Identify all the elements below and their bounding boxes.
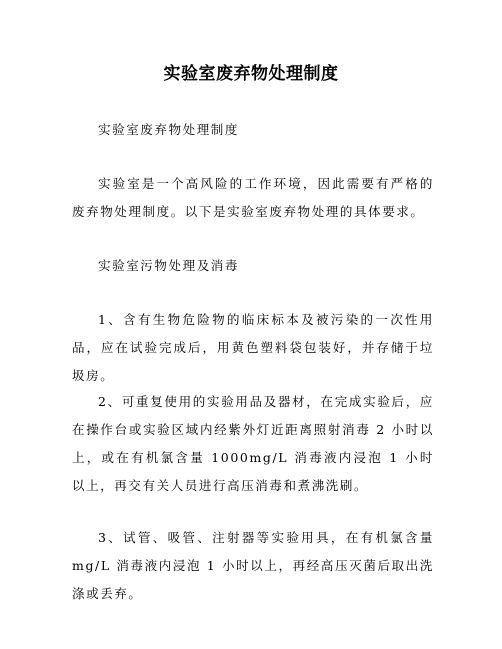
rule-item-1: 1、含有生物危险物的临床标本及被污染的一次性用品，应在试验完成后，用黄色塑料袋包装好，并存储于垃圾房。 — [72, 312, 434, 383]
subtitle-paragraph: 实验室废弃物处理制度 — [98, 122, 240, 137]
rule-item-2: 2、可重复使用的实验用品及器材，在完成实验后，应在操作台或实验区域内经紫外灯近距离照射消毒 2 小时以上，或在有机氯含量 1000mg/L 消毒液内浸泡 1 小时以上，再交有关人员进行高压消毒和煮沸洗刷。 — [72, 394, 434, 493]
intro-paragraph: 实验室是一个高风险的工作环境，因此需要有严格的废弃物处理制度。以下是实验室废弃物处理的具体要求。 — [72, 176, 434, 219]
section-heading: 实验室污物处理及消毒 — [98, 258, 240, 273]
document-title: 实验室废弃物处理制度 — [163, 64, 339, 84]
rule-item-3: 3、试管、吸管、注射器等实验用具，在有机氯含量 mg/L 消毒液内浸泡 1 小时以上，再经高压灭菌后取出洗涤或丢弃。 — [72, 530, 434, 601]
